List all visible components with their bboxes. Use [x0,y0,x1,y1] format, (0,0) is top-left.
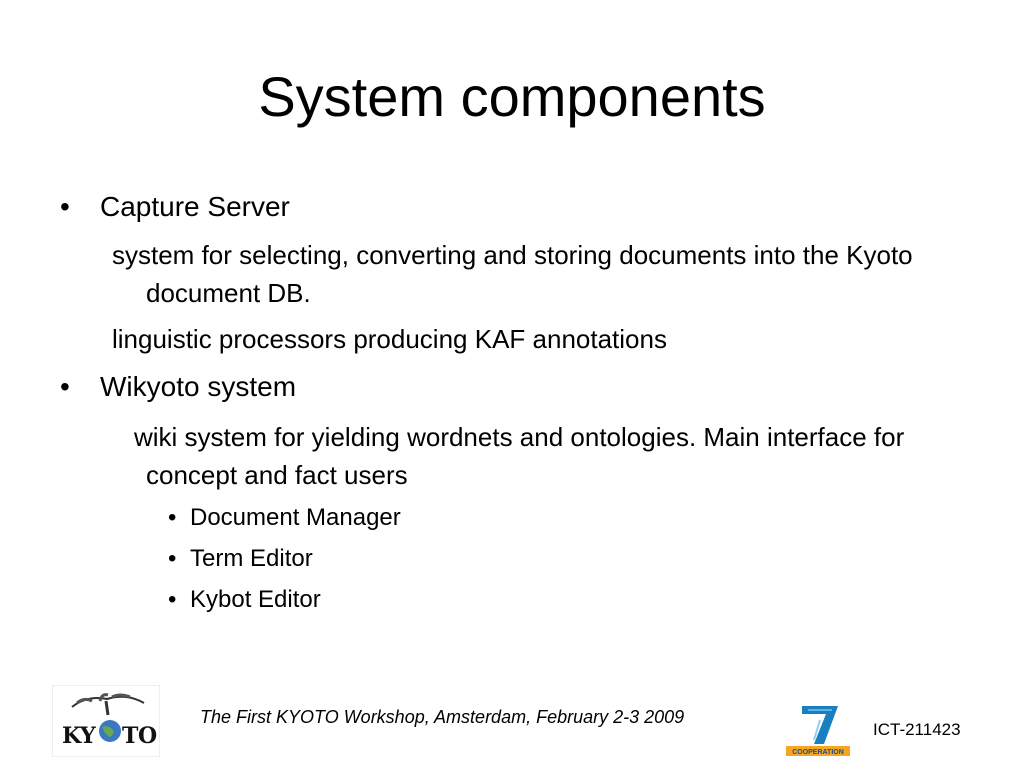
footer-workshop-text: The First KYOTO Workshop, Amsterdam, February 2-3 2009 [200,707,685,727]
capture-server-detail-2: linguistic processors producing KAF annotations [112,324,667,354]
svg-text:K: K [62,723,82,749]
bullet-label: Capture Server [100,191,290,222]
svg-text:O: O [138,723,158,749]
bullet-item-capture-server [60,190,290,224]
bullet-icon: • [168,504,177,531]
project-id: ICT-211423 [873,720,961,739]
list-item-term-editor [168,544,313,574]
capture-server-detail-1: system for selecting, converting and storing documents into the Kyoto document DB. [112,240,913,308]
wikyoto-detail-1 [112,418,936,494]
wikyoto-detail-text: wiki system for yielding wordnets and ontologies. Main interface for concept and fact users [134,422,905,490]
fp7-logo-text: COOPERATION [792,749,844,756]
bullet-icon: • [168,545,177,572]
list-item-label: Document Manager [190,504,401,531]
svg-text:Y: Y [80,723,96,749]
bullet-icon: • [60,191,70,222]
svg-text:T: T [122,723,139,749]
kyoto-logo [52,685,160,757]
list-item-label: Term Editor [190,545,313,572]
fp7-logo-icon [780,700,856,760]
list-item-kybot-editor [168,585,321,615]
fp7-cooperation-logo [780,700,856,760]
list-item-label: Kybot Editor [190,586,321,613]
bullet-item-wikyoto-system [60,370,297,404]
bullet-label: Wikyoto system [100,371,297,402]
bullet-icon: • [168,586,177,613]
bullet-icon: • [60,371,70,402]
slide-title: System components [258,65,766,128]
list-item-document-manager [168,503,401,533]
kyoto-logo-icon [52,685,160,757]
